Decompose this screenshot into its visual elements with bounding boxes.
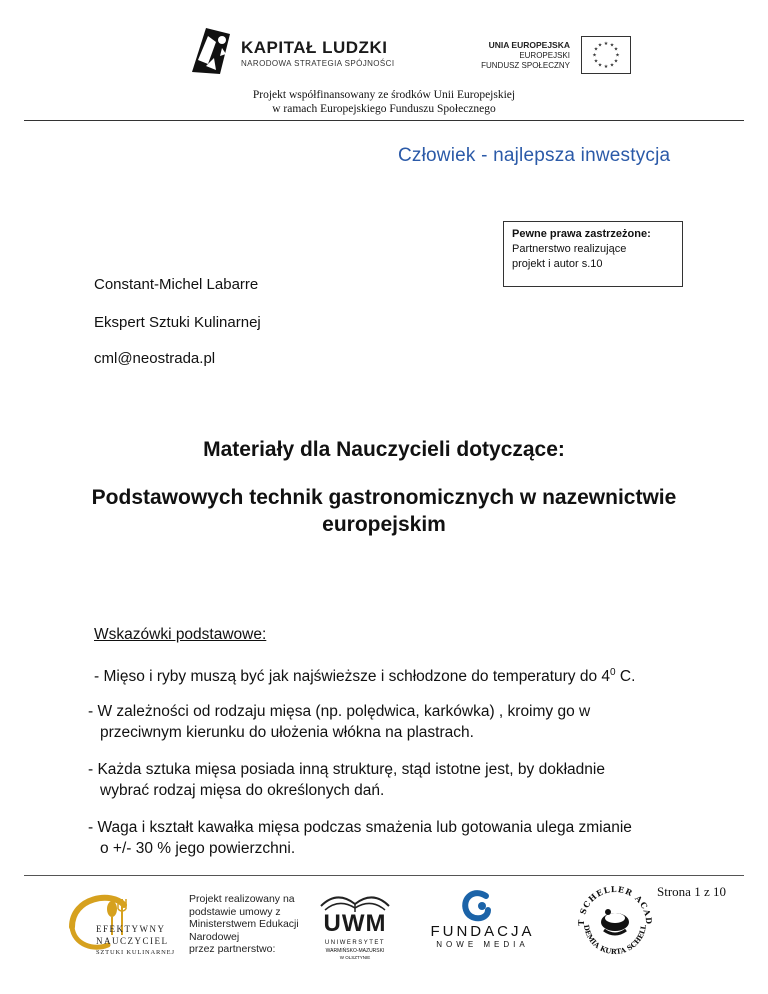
subtitle [0, 484, 768, 538]
cofinance-note [180, 88, 588, 116]
author-email: cml@neostrada.pl [94, 350, 216, 367]
nowe-media-text: NOWE MEDIA [436, 940, 529, 949]
project-note [189, 893, 309, 956]
bullet-4-line-2: o +/- 30 % jego powierzchni. [100, 840, 296, 857]
footer-divider [24, 875, 744, 876]
page-number: Strona 1 z 10 [657, 884, 726, 899]
bullet-3 [88, 759, 605, 801]
kapital-ludzki-logo [186, 20, 395, 80]
bullet-1-superscript: 0 [610, 667, 616, 678]
svg-text:★: ★ [593, 58, 599, 65]
svg-text:★: ★ [613, 46, 619, 53]
sztuki-kulinarnej-text: SZTUKI KULINARNEJ [96, 949, 175, 956]
kapital-ludzki-subtitle: NARODOWA STRATEGIA SPÓJNOŚCI [241, 59, 395, 68]
eu-line-2: EUROPEJSKI [519, 51, 570, 60]
efektywny-nauczyciel-logo [52, 887, 176, 967]
section-heading: Wskazówki podstawowe: [94, 626, 267, 643]
eu-stars-icon [582, 37, 630, 73]
bullet-2-line-1: - W zależności od rodzaju mięsa (np. polędwica, karkówka) , kroimy go w [88, 703, 591, 720]
cofinance-line-1: Projekt współfinansowany ze środków Unii Europejskiej [252, 89, 516, 101]
rights-line-1: Partnerstwo realizujące [512, 243, 627, 255]
svg-text:★: ★ [592, 52, 597, 59]
uwm-line-3: W OLSZTYNIE [339, 955, 371, 960]
svg-text:KURT SCHELLER ACADEMY: T SCHELLER ACAD [575, 883, 655, 926]
subtitle-line-1: Podstawowych technik gastronomicznych w nazewnictwie [91, 486, 677, 509]
fundacja-text: FUNDACJA [430, 923, 535, 940]
svg-text:★: ★ [593, 46, 599, 53]
rights-line-2: projekt i autor s.10 [512, 258, 603, 270]
project-line-2: podstawie umowy z [189, 905, 281, 918]
bullet-2 [88, 701, 590, 743]
svg-text:★: ★ [609, 42, 615, 49]
efektywny-text: EFEKTYWNY [96, 924, 166, 934]
svg-text:★: ★ [603, 41, 609, 47]
rights-notice-box [503, 221, 683, 287]
svg-text:★: ★ [597, 62, 603, 69]
svg-text:★: ★ [609, 62, 615, 69]
svg-text:★: ★ [597, 42, 603, 49]
bullet-3-line-2: wybrać rodzaj mięsa do określonych dań. [100, 782, 385, 799]
fundacja-nowe-media-logo [420, 890, 545, 950]
svg-text:★: ★ [615, 52, 620, 59]
svg-text:★: ★ [603, 64, 609, 70]
bullet-1-end: C. [615, 668, 636, 686]
svg-text:AKADEMIA KURTA SCHELLERA: DEMIA KURTA SCHELL [581, 923, 649, 957]
cofinance-line-2: w ramach Europejskiego Funduszu Społecznego [272, 103, 496, 115]
fundacja-swirl-icon [460, 890, 494, 922]
svg-text:★: ★ [613, 58, 619, 65]
subtitle-line-2: europejskim [322, 513, 446, 536]
project-line-1: Projekt realizowany na [189, 893, 295, 905]
author-role: Ekspert Sztuki Kulinarnej [94, 314, 261, 331]
project-line-4: Narodowej [189, 930, 240, 943]
bullet-4-line-1: - Waga i kształt kawałka mięsa podczas smażenia lub gotowania ulega zmianie [88, 819, 632, 836]
rights-title: Pewne prawa zastrzeżone: [512, 228, 651, 240]
uwm-line-2: WARMIŃSKO-MAZURSKI [325, 948, 385, 954]
eu-line-3: FUNDUSZ SPOŁECZNY [481, 61, 570, 70]
nauczyciel-text: NAUCZYCIEL [96, 936, 169, 946]
kapital-ludzki-title: KAPITAŁ LUDZKI [241, 38, 388, 57]
bullet-3-line-1: - Każda sztuka mięsa posiada inną strukturę, stąd istotne jest, by dokładnie [88, 761, 605, 778]
slogan: Człowiek - najlepsza inwestycja [398, 145, 671, 166]
bullet-2-line-2: przeciwnym kierunku do ułożenia włókna na plastrach. [100, 724, 474, 741]
uwm-letters: UWM [323, 910, 387, 937]
project-line-5: przez partnerstwo: [189, 943, 276, 955]
main-title: Materiały dla Nauczycieli dotyczące: [203, 438, 565, 461]
eu-line-1: UNIA EUROPEJSKA [488, 40, 570, 50]
author-name: Constant-Michel Labarre [94, 276, 259, 293]
kurt-scheller-academy-logo [574, 882, 656, 964]
uwm-logo [315, 884, 395, 968]
bullet-1 [94, 662, 635, 687]
uwm-line-1: UNIWERSYTET [324, 940, 386, 946]
header-divider [24, 120, 744, 121]
bullet-4 [88, 817, 632, 859]
bullet-1-text: - Mięso i ryby muszą być jak najświeższe i schłodzone do temperatury do 4 [94, 668, 611, 686]
kapital-ludzki-emblem-icon [186, 20, 236, 78]
project-line-3: Ministerstwem Edukacji [189, 918, 299, 930]
academy-seal-icon [574, 882, 656, 964]
eu-label [470, 40, 570, 71]
eu-flag-logo [581, 36, 631, 74]
